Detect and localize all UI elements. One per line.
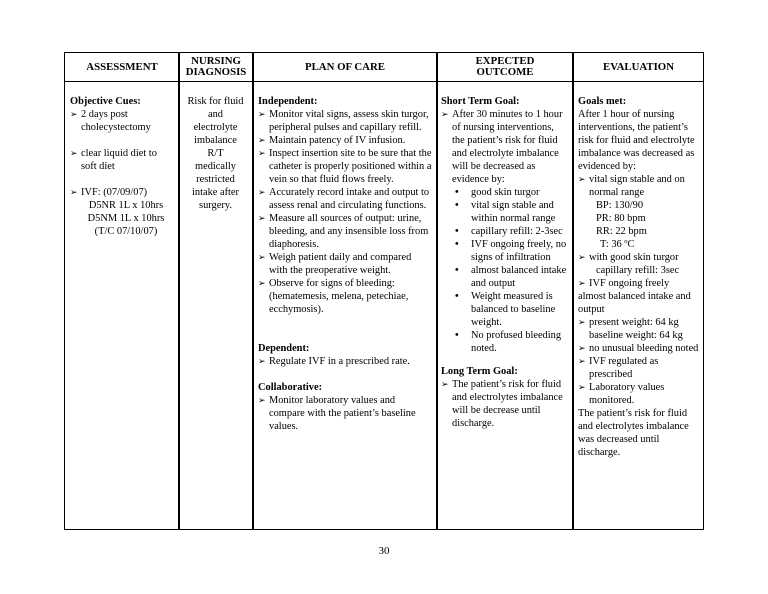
ivf-line: D5NR 1L x 10hrs [88, 200, 164, 211]
outcome-bullet: • good skin turgor [441, 186, 568, 199]
plan-item: ➢ Maintain patency of IV infusion. [258, 134, 432, 147]
plan-item: ➢ Weigh patient daily and compared with the preoperative weight. [258, 251, 432, 277]
header-expected-outcome: EXPECTED OUTCOME [437, 53, 573, 82]
diagnosis-line: intake after [191, 187, 240, 198]
header-evaluation: EVALUATION [573, 53, 704, 82]
plan-item: ➢ Observe for signs of bleeding: (hematemesis, melena, petechiae, ecchymosis). [258, 277, 432, 316]
page-number: 30 [378, 545, 390, 557]
objective-cues-heading: Objective Cues: [70, 96, 141, 107]
ivf-line: (T/C 07/10/07) [94, 226, 158, 237]
diagnosis-line: R/T [207, 148, 224, 159]
evaluation-intro: After 1 hour of nursing interventions, the patient’s risk for fluid and electrolyte imbalance was decreased as evidenced by: [578, 109, 695, 172]
header-nursing-diagnosis: NURSING DIAGNOSIS [179, 53, 253, 82]
plan-item: ➢ Accurately record intake and output to assess renal and circulating functions. [258, 186, 432, 212]
vital-value: PR: 80 bpm [596, 213, 646, 224]
vital-value: RR: 22 bpm [596, 226, 647, 237]
collaborative-heading: Collaborative: [258, 382, 323, 393]
evaluation-item: ➢ Laboratory values monitored. [578, 381, 701, 407]
short-term-goal-heading: Short Term Goal: [441, 96, 520, 107]
vital-value: T: 36 ºC [600, 239, 635, 250]
evaluation-item: ➢ vital sign stable and on normal range [578, 173, 701, 199]
assessment-item: ➢ 2 days post cholecystectomy [70, 108, 174, 134]
diagnosis-line: surgery. [199, 200, 232, 211]
header-plan-of-care: PLAN OF CARE [253, 53, 437, 82]
outcome-bullet: • almost balanced intake and output [441, 264, 568, 290]
long-term-goal-text: ➢ The patient’s risk for fluid and electrolytes imbalance will be decrease until discharge. [441, 378, 568, 430]
evaluation-item: ➢ with good skin turgor [578, 251, 701, 264]
plan-item: ➢ Monitor laboratory values and compare with the patient’s baseline values. [258, 394, 432, 433]
diagnosis-line: medically [195, 161, 236, 172]
outcome-bullet: • vital sign stable and within normal range [441, 199, 568, 225]
diagnosis-line: Risk for fluid [187, 96, 244, 107]
outcome-bullet: • IVF ongoing freely, no signs of infiltration [441, 238, 568, 264]
ivf-line: D5NM 1L x 10hrs [87, 213, 165, 224]
dependent-heading: Dependent: [258, 343, 310, 354]
vital-value: BP: 130/90 [596, 200, 644, 211]
plan-item: ➢ Inspect insertion site to be sure that the catheter is properly positioned within a vein so that fluid flows freely. [258, 147, 432, 186]
intake-output-text: almost balanced intake and output [578, 291, 691, 315]
evaluation-conclusion: The patient’s risk for fluid and electrolytes imbalance was decreased until discharge. [578, 408, 689, 458]
outcome-column [437, 82, 572, 529]
independent-heading: Independent: [258, 96, 318, 107]
diagnosis-line: imbalance [194, 135, 237, 146]
plan-item: ➢ Regulate IVF in a prescribed rate. [258, 355, 432, 368]
outcome-bullet: • Weight measured is balanced to baseline weight. [441, 290, 568, 329]
long-term-goal-heading: Long Term Goal: [441, 366, 518, 377]
short-term-goal-text: ➢ After 30 minutes to 1 hour of nursing interventions, the patient’s risk for fluid and electrolyte imbalance will be decreased as evidence by: [441, 108, 568, 186]
evaluation-item: ➢ IVF ongoing freely [578, 277, 701, 290]
header-assessment: ASSESSMENT [65, 53, 179, 82]
evaluation-item: ➢ no unusual bleeding noted [578, 342, 701, 355]
care-plan-table [64, 52, 704, 530]
outcome-bullet: • capillary refill: 2-3sec [441, 225, 568, 238]
assessment-column [65, 82, 178, 529]
assessment-item: ➢ clear liquid diet to soft diet [70, 147, 174, 173]
plan-item: ➢ Measure all sources of output: urine, bleeding, and any insensible loss from diaphoresis. [258, 212, 432, 251]
baseline-weight: baseline weight: 64 kg [589, 330, 683, 341]
plan-item: ➢ Monitor vital signs, assess skin turgor, peripheral pulses and capillary refill. [258, 108, 432, 134]
evaluation-item: ➢ present weight: 64 kg [578, 316, 701, 329]
plan-column [253, 82, 436, 529]
diagnosis-line: electrolyte [193, 122, 238, 133]
diagnosis-column [179, 82, 252, 529]
evaluation-column [573, 82, 704, 529]
goals-met-heading: Goals met: [578, 96, 627, 107]
ivf-label: ➢ IVF: (07/09/07) [70, 186, 174, 199]
outcome-bullet: • No profused bleeding noted. [441, 329, 568, 355]
capillary-refill: capillary refill: 3sec [596, 265, 680, 276]
evaluation-item: ➢ IVF regulated as prescribed [578, 355, 701, 381]
diagnosis-line: and [207, 109, 223, 120]
diagnosis-line: restricted [196, 174, 235, 185]
